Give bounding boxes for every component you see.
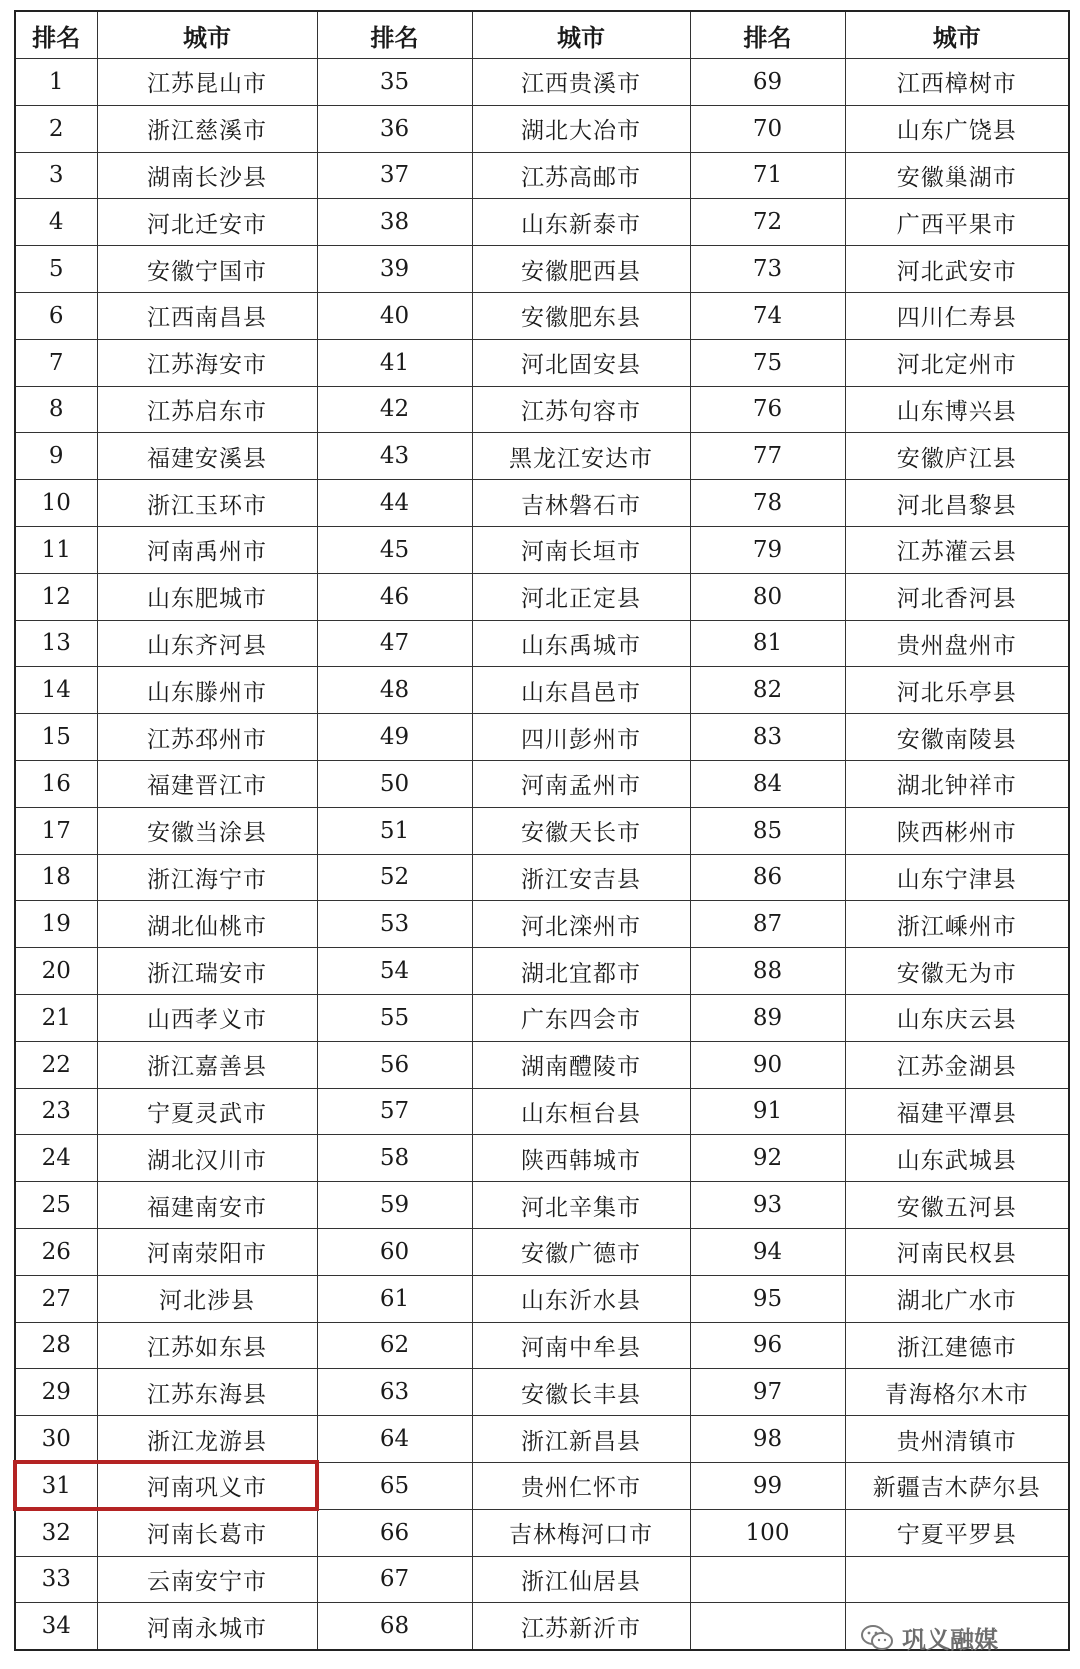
table-row <box>15 1088 1069 1135</box>
table-row <box>15 1041 1069 1088</box>
city-cell: 河南巩义市 <box>97 1462 317 1509</box>
table-row <box>15 526 1069 573</box>
city-cell: 河南禹州市 <box>97 526 317 573</box>
city-cell: 山东武城县 <box>845 1135 1069 1182</box>
rank-cell: 65 <box>317 1462 472 1509</box>
city-cell: 山东广饶县 <box>845 105 1069 152</box>
city-cell: 安徽广德市 <box>472 1228 690 1275</box>
table-row <box>15 620 1069 667</box>
city-cell: 河北定州市 <box>845 339 1069 386</box>
city-cell: 江苏高邮市 <box>472 152 690 199</box>
city-cell: 江苏邳州市 <box>97 714 317 761</box>
rank-cell: 29 <box>15 1369 97 1416</box>
rank-cell: 99 <box>690 1462 845 1509</box>
city-cell: 山东禹城市 <box>472 620 690 667</box>
city-cell: 安徽南陵县 <box>845 714 1069 761</box>
table-row <box>15 807 1069 854</box>
rank-cell: 90 <box>690 1041 845 1088</box>
rank-cell: 73 <box>690 246 845 293</box>
table-row <box>15 292 1069 339</box>
rank-cell: 40 <box>317 292 472 339</box>
city-cell: 江苏金湖县 <box>845 1041 1069 1088</box>
rank-cell: 97 <box>690 1369 845 1416</box>
rank-cell: 94 <box>690 1228 845 1275</box>
table-row <box>15 339 1069 386</box>
rank-cell <box>690 1556 845 1603</box>
rank-cell: 30 <box>15 1416 97 1463</box>
ranking-table <box>14 10 1070 1651</box>
city-cell: 江苏灌云县 <box>845 526 1069 573</box>
city-cell: 宁夏灵武市 <box>97 1088 317 1135</box>
city-cell: 河北涉县 <box>97 1275 317 1322</box>
wechat-icon <box>860 1624 894 1652</box>
rank-cell: 48 <box>317 667 472 714</box>
city-cell: 福建南安市 <box>97 1182 317 1229</box>
city-cell: 青海格尔木市 <box>845 1369 1069 1416</box>
city-cell: 广东四会市 <box>472 994 690 1041</box>
city-cell: 浙江龙游县 <box>97 1416 317 1463</box>
watermark <box>860 1620 998 1655</box>
city-cell: 安徽当涂县 <box>97 807 317 854</box>
city-cell: 浙江玉环市 <box>97 480 317 527</box>
rank-cell: 11 <box>15 526 97 573</box>
city-cell: 湖北大冶市 <box>472 105 690 152</box>
rank-cell: 38 <box>317 199 472 246</box>
rank-cell: 13 <box>15 620 97 667</box>
rank-cell: 44 <box>317 480 472 527</box>
rank-cell: 21 <box>15 994 97 1041</box>
rank-cell: 20 <box>15 948 97 995</box>
city-cell: 河北乐亭县 <box>845 667 1069 714</box>
city-cell: 吉林磐石市 <box>472 480 690 527</box>
rank-cell: 9 <box>15 433 97 480</box>
rank-cell: 68 <box>317 1603 472 1650</box>
table-row <box>15 480 1069 527</box>
city-cell: 浙江建德市 <box>845 1322 1069 1369</box>
rank-cell: 2 <box>15 105 97 152</box>
city-cell: 江西贵溪市 <box>472 59 690 106</box>
table-body <box>15 59 1069 1651</box>
city-cell: 云南安宁市 <box>97 1556 317 1603</box>
table-row <box>15 246 1069 293</box>
city-cell: 安徽宁国市 <box>97 246 317 293</box>
city-cell: 安徽天长市 <box>472 807 690 854</box>
rank-cell: 60 <box>317 1228 472 1275</box>
city-cell: 山西孝义市 <box>97 994 317 1041</box>
rank-cell: 67 <box>317 1556 472 1603</box>
city-cell: 湖北汉川市 <box>97 1135 317 1182</box>
rank-cell: 19 <box>15 901 97 948</box>
city-cell: 福建安溪县 <box>97 433 317 480</box>
table-header-row <box>15 11 1069 59</box>
header-city-3: 城市 <box>845 11 1069 59</box>
rank-cell: 8 <box>15 386 97 433</box>
rank-cell: 77 <box>690 433 845 480</box>
table-row <box>15 59 1069 106</box>
city-cell: 四川彭州市 <box>472 714 690 761</box>
rank-cell: 71 <box>690 152 845 199</box>
city-cell: 浙江安吉县 <box>472 854 690 901</box>
city-cell: 山东博兴县 <box>845 386 1069 433</box>
rank-cell: 25 <box>15 1182 97 1229</box>
city-cell: 浙江慈溪市 <box>97 105 317 152</box>
city-cell: 陕西韩城市 <box>472 1135 690 1182</box>
rank-cell: 17 <box>15 807 97 854</box>
rank-cell: 88 <box>690 948 845 995</box>
city-cell: 山东新泰市 <box>472 199 690 246</box>
city-cell: 安徽五河县 <box>845 1182 1069 1229</box>
city-cell: 河北辛集市 <box>472 1182 690 1229</box>
rank-cell: 57 <box>317 1088 472 1135</box>
rank-cell <box>690 1603 845 1650</box>
rank-cell: 95 <box>690 1275 845 1322</box>
city-cell: 江西樟树市 <box>845 59 1069 106</box>
city-cell: 浙江仙居县 <box>472 1556 690 1603</box>
city-cell: 河南中牟县 <box>472 1322 690 1369</box>
city-cell: 河北正定县 <box>472 573 690 620</box>
rank-cell: 96 <box>690 1322 845 1369</box>
city-cell: 山东沂水县 <box>472 1275 690 1322</box>
table-row <box>15 1556 1069 1603</box>
rank-cell: 10 <box>15 480 97 527</box>
city-cell: 河南长垣市 <box>472 526 690 573</box>
rank-cell: 75 <box>690 339 845 386</box>
header-rank-3: 排名 <box>690 11 845 59</box>
table-row <box>15 1322 1069 1369</box>
rank-cell: 6 <box>15 292 97 339</box>
rank-cell: 78 <box>690 480 845 527</box>
rank-cell: 64 <box>317 1416 472 1463</box>
city-cell: 江西南昌县 <box>97 292 317 339</box>
rank-cell: 31 <box>15 1462 97 1509</box>
city-cell: 四川仁寿县 <box>845 292 1069 339</box>
city-cell: 安徽巢湖市 <box>845 152 1069 199</box>
rank-cell: 74 <box>690 292 845 339</box>
rank-cell: 5 <box>15 246 97 293</box>
rank-cell: 1 <box>15 59 97 106</box>
city-cell: 浙江嵊州市 <box>845 901 1069 948</box>
city-cell: 湖南醴陵市 <box>472 1041 690 1088</box>
rank-cell: 55 <box>317 994 472 1041</box>
city-cell: 河北昌黎县 <box>845 480 1069 527</box>
rank-cell: 89 <box>690 994 845 1041</box>
rank-cell: 49 <box>317 714 472 761</box>
rank-cell: 85 <box>690 807 845 854</box>
table-row <box>15 854 1069 901</box>
table-row <box>15 948 1069 995</box>
city-cell: 贵州清镇市 <box>845 1416 1069 1463</box>
city-cell: 河南永城市 <box>97 1603 317 1650</box>
city-cell: 山东昌邑市 <box>472 667 690 714</box>
city-cell: 河北迁安市 <box>97 199 317 246</box>
table-row <box>15 1275 1069 1322</box>
city-cell: 山东庆云县 <box>845 994 1069 1041</box>
table-row <box>15 1182 1069 1229</box>
rank-cell: 72 <box>690 199 845 246</box>
city-cell: 山东宁津县 <box>845 854 1069 901</box>
city-cell: 吉林梅河口市 <box>472 1509 690 1556</box>
city-cell: 浙江海宁市 <box>97 854 317 901</box>
city-cell: 湖北钟祥市 <box>845 760 1069 807</box>
city-cell: 江苏新沂市 <box>472 1603 690 1650</box>
city-cell: 福建平潭县 <box>845 1088 1069 1135</box>
header-rank-1: 排名 <box>15 11 97 59</box>
city-cell: 河南孟州市 <box>472 760 690 807</box>
city-cell: 湖北宜都市 <box>472 948 690 995</box>
table-row <box>15 152 1069 199</box>
rank-cell: 35 <box>317 59 472 106</box>
rank-cell: 16 <box>15 760 97 807</box>
rank-cell: 46 <box>317 573 472 620</box>
table-row <box>15 667 1069 714</box>
city-cell: 河南荥阳市 <box>97 1228 317 1275</box>
table-row <box>15 1416 1069 1463</box>
city-cell: 浙江嘉善县 <box>97 1041 317 1088</box>
rank-cell: 28 <box>15 1322 97 1369</box>
rank-cell: 87 <box>690 901 845 948</box>
rank-cell: 61 <box>317 1275 472 1322</box>
rank-cell: 47 <box>317 620 472 667</box>
city-cell: 安徽庐江县 <box>845 433 1069 480</box>
rank-cell: 82 <box>690 667 845 714</box>
rank-cell: 51 <box>317 807 472 854</box>
table-row <box>15 714 1069 761</box>
rank-cell: 93 <box>690 1182 845 1229</box>
rank-cell: 86 <box>690 854 845 901</box>
rank-cell: 45 <box>317 526 472 573</box>
rank-cell: 53 <box>317 901 472 948</box>
city-cell: 河南长葛市 <box>97 1509 317 1556</box>
rank-cell: 14 <box>15 667 97 714</box>
city-cell: 广西平果市 <box>845 199 1069 246</box>
rank-cell: 36 <box>317 105 472 152</box>
header-city-2: 城市 <box>472 11 690 59</box>
rank-cell: 76 <box>690 386 845 433</box>
rank-cell: 26 <box>15 1228 97 1275</box>
city-cell: 安徽肥西县 <box>472 246 690 293</box>
city-cell: 河北武安市 <box>845 246 1069 293</box>
rank-cell: 100 <box>690 1509 845 1556</box>
rank-cell: 70 <box>690 105 845 152</box>
rank-cell: 58 <box>317 1135 472 1182</box>
rank-cell: 62 <box>317 1322 472 1369</box>
city-cell: 河北滦州市 <box>472 901 690 948</box>
rank-cell: 83 <box>690 714 845 761</box>
city-cell: 浙江瑞安市 <box>97 948 317 995</box>
rank-cell: 41 <box>317 339 472 386</box>
rank-cell: 34 <box>15 1603 97 1650</box>
rank-cell: 79 <box>690 526 845 573</box>
header-city-1: 城市 <box>97 11 317 59</box>
table-row <box>15 1369 1069 1416</box>
rank-cell: 63 <box>317 1369 472 1416</box>
table-row <box>15 105 1069 152</box>
city-cell: 湖北仙桃市 <box>97 901 317 948</box>
rank-cell: 4 <box>15 199 97 246</box>
rank-cell: 23 <box>15 1088 97 1135</box>
table-row <box>15 1462 1069 1509</box>
city-cell: 贵州仁怀市 <box>472 1462 690 1509</box>
city-cell: 黑龙江安达市 <box>472 433 690 480</box>
city-cell: 安徽长丰县 <box>472 1369 690 1416</box>
rank-cell: 54 <box>317 948 472 995</box>
rank-cell: 24 <box>15 1135 97 1182</box>
rank-cell: 27 <box>15 1275 97 1322</box>
city-cell: 江苏启东市 <box>97 386 317 433</box>
rank-cell: 91 <box>690 1088 845 1135</box>
rank-cell: 39 <box>317 246 472 293</box>
ranking-table-page <box>14 10 1068 1651</box>
rank-cell: 59 <box>317 1182 472 1229</box>
rank-cell: 52 <box>317 854 472 901</box>
city-cell: 江苏东海县 <box>97 1369 317 1416</box>
table-row <box>15 433 1069 480</box>
rank-cell: 3 <box>15 152 97 199</box>
header-rank-2: 排名 <box>317 11 472 59</box>
rank-cell: 15 <box>15 714 97 761</box>
table-row <box>15 199 1069 246</box>
city-cell: 湖南长沙县 <box>97 152 317 199</box>
city-cell: 江苏如东县 <box>97 1322 317 1369</box>
rank-cell: 66 <box>317 1509 472 1556</box>
city-cell: 宁夏平罗县 <box>845 1509 1069 1556</box>
table-row <box>15 901 1069 948</box>
city-cell <box>845 1556 1069 1603</box>
rank-cell: 18 <box>15 854 97 901</box>
city-cell: 安徽肥东县 <box>472 292 690 339</box>
city-cell: 山东肥城市 <box>97 573 317 620</box>
table-row <box>15 760 1069 807</box>
rank-cell: 84 <box>690 760 845 807</box>
table-row <box>15 386 1069 433</box>
table-row <box>15 573 1069 620</box>
city-cell: 河南民权县 <box>845 1228 1069 1275</box>
city-cell: 安徽无为市 <box>845 948 1069 995</box>
city-cell: 浙江新昌县 <box>472 1416 690 1463</box>
rank-cell: 56 <box>317 1041 472 1088</box>
rank-cell: 50 <box>317 760 472 807</box>
rank-cell: 33 <box>15 1556 97 1603</box>
table-row <box>15 994 1069 1041</box>
rank-cell: 69 <box>690 59 845 106</box>
rank-cell: 12 <box>15 573 97 620</box>
rank-cell: 81 <box>690 620 845 667</box>
table-row <box>15 1228 1069 1275</box>
city-cell: 河北香河县 <box>845 573 1069 620</box>
city-cell: 陕西彬州市 <box>845 807 1069 854</box>
rank-cell: 32 <box>15 1509 97 1556</box>
city-cell: 江苏句容市 <box>472 386 690 433</box>
city-cell: 湖北广水市 <box>845 1275 1069 1322</box>
watermark-text: 巩义融媒 <box>902 1626 998 1654</box>
city-cell: 江苏昆山市 <box>97 59 317 106</box>
city-cell: 江苏海安市 <box>97 339 317 386</box>
city-cell: 山东桓台县 <box>472 1088 690 1135</box>
rank-cell: 7 <box>15 339 97 386</box>
table-row <box>15 1135 1069 1182</box>
city-cell: 福建晋江市 <box>97 760 317 807</box>
rank-cell: 37 <box>317 152 472 199</box>
city-cell: 新疆吉木萨尔县 <box>845 1462 1069 1509</box>
table-row <box>15 1509 1069 1556</box>
rank-cell: 43 <box>317 433 472 480</box>
city-cell: 山东齐河县 <box>97 620 317 667</box>
rank-cell: 92 <box>690 1135 845 1182</box>
city-cell: 贵州盘州市 <box>845 620 1069 667</box>
city-cell: 山东滕州市 <box>97 667 317 714</box>
rank-cell: 98 <box>690 1416 845 1463</box>
rank-cell: 80 <box>690 573 845 620</box>
rank-cell: 42 <box>317 386 472 433</box>
rank-cell: 22 <box>15 1041 97 1088</box>
city-cell: 河北固安县 <box>472 339 690 386</box>
